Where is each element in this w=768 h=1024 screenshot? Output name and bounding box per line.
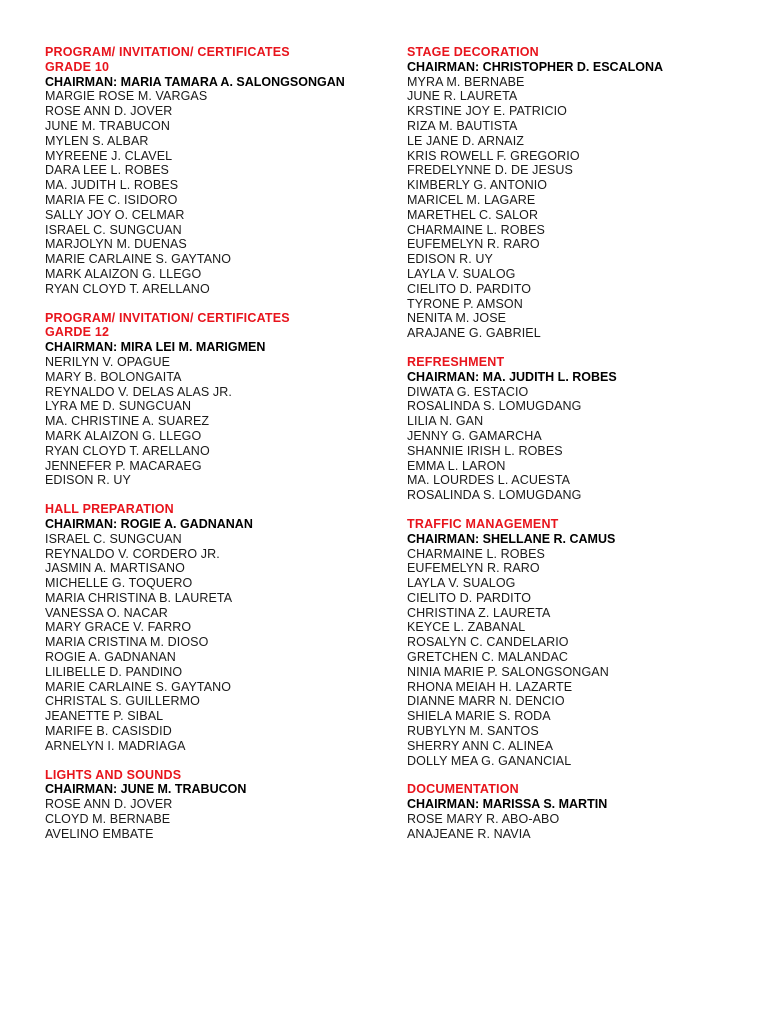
member-name: CLOYD M. BERNABE [45, 812, 171, 827]
committee-section-lights-and-sounds [45, 768, 375, 842]
member-name: MARIA CHRISTINA B. LAURETA [45, 590, 233, 605]
member-name: MA. JUDITH L. ROBES [45, 178, 179, 193]
member-name: JENNY G. GAMARCHA [407, 428, 542, 443]
member-name: SHERRY ANN C. ALINEA [407, 738, 554, 753]
member-name: ISRAEL C. SUNGCUAN [45, 531, 182, 546]
member-name: MARETHEL C. SALOR [407, 207, 539, 222]
member-name: KIMBERLY G. ANTONIO [407, 178, 548, 193]
committee-subheading: GRADE 10 [45, 59, 110, 74]
committee-chairman: CHAIRMAN: MA. JUDITH L. ROBES [407, 369, 617, 384]
member-name: LAYLA V. SUALOG [407, 266, 516, 281]
member-list [45, 532, 375, 754]
member-name: EUFEMELYN R. RARO [407, 561, 540, 576]
member-name: MARY B. BOLONGAITA [45, 369, 182, 384]
member-name: TYRONE P. AMSON [407, 296, 523, 311]
member-name: EDISON R. UY [407, 252, 493, 267]
member-name: EMMA L. LARON [407, 458, 506, 473]
member-name: EUFEMELYN R. RARO [407, 237, 540, 252]
member-name: JASMIN A. MARTISANO [45, 561, 185, 576]
committee-chairman: CHAIRMAN: CHRISTOPHER D. ESCALONA [407, 59, 664, 74]
committee-subheading: GARDE 12 [45, 325, 110, 340]
member-name: AVELINO EMBATE [45, 826, 154, 841]
member-name: CHRISTAL S. GUILLERMO [45, 694, 200, 709]
member-name: ROSALYN C. CANDELARIO [407, 635, 569, 650]
member-name: MARIA CRISTINA M. DIOSO [45, 635, 209, 650]
member-name: NERILYN V. OPAGUE [45, 354, 171, 369]
member-name: JENNEFER P. MACARAEG [45, 458, 202, 473]
member-name: RYAN CLOYD T. ARELLANO [45, 443, 210, 458]
committee-chairman: CHAIRMAN: MARIA TAMARA A. SALONGSONGAN [45, 74, 345, 89]
member-name: NENITA M. JOSE [407, 311, 507, 326]
committee-heading: LIGHTS AND SOUNDS [45, 767, 182, 782]
member-name: KRIS ROWELL F. GREGORIO [407, 148, 580, 163]
committee-section-refreshment [407, 355, 737, 503]
member-list [407, 547, 737, 769]
member-name: ROSE MARY R. ABO-ABO [407, 812, 560, 827]
member-name: GRETCHEN C. MALANDAC [407, 650, 569, 665]
committee-heading: REFRESHMENT [407, 354, 505, 369]
member-name: RHONA MEIAH H. LAZARTE [407, 679, 573, 694]
member-name: JEANETTE P. SIBAL [45, 709, 164, 724]
member-name: ARAJANE G. GABRIEL [407, 326, 541, 341]
member-name: RYAN CLOYD T. ARELLANO [45, 281, 210, 296]
member-name: RIZA M. BAUTISTA [407, 118, 518, 133]
member-name: MYREENE J. CLAVEL [45, 148, 173, 163]
member-name: MARY GRACE V. FARRO [45, 620, 192, 635]
member-name: MARK ALAIZON G. LLEGO [45, 428, 202, 443]
member-name: LAYLA V. SUALOG [407, 576, 516, 591]
member-list [407, 812, 737, 842]
member-name: ROGIE A. GADNANAN [45, 650, 176, 665]
member-name: SHANNIE IRISH L. ROBES [407, 443, 563, 458]
member-name: MYLEN S. ALBAR [45, 133, 149, 148]
member-name: REYNALDO V. CORDERO JR. [45, 546, 220, 561]
member-name: MARGIE ROSE M. VARGAS [45, 89, 208, 104]
member-name: KEYCE L. ZABANAL [407, 620, 526, 635]
member-name: ROSE ANN D. JOVER [45, 104, 173, 119]
committee-section-program-invitation-certificates [45, 311, 375, 489]
member-name: DIANNE MARR N. DENCIO [407, 694, 565, 709]
committee-heading: STAGE DECORATION [407, 45, 539, 59]
member-name: KRSTINE JOY E. PATRICIO [407, 104, 567, 119]
member-name: MARIFE B. CASISDID [45, 724, 172, 739]
member-name: ROSALINDA S. LOMUGDANG [407, 399, 582, 414]
committee-heading: PROGRAM/ INVITATION/ CERTIFICATES [45, 45, 290, 59]
committee-section-traffic-management [407, 517, 737, 769]
member-name: MYRA M. BERNABE [407, 74, 525, 89]
member-name: CHARMAINE L. ROBES [407, 546, 545, 561]
member-name: MARJOLYN M. DUENAS [45, 237, 187, 252]
member-name: DOLLY MEA G. GANANCIAL [407, 753, 572, 768]
member-name: MICHELLE G. TOQUERO [45, 576, 193, 591]
member-name: EDISON R. UY [45, 473, 131, 488]
member-name: CIELITO D. PARDITO [407, 590, 532, 605]
member-name: VANESSA O. NACAR [45, 605, 168, 620]
member-name: RUBYLYN M. SANTOS [407, 724, 539, 739]
member-name: LILIBELLE D. PANDINO [45, 664, 183, 679]
right-column [407, 45, 737, 856]
member-name: MARIE CARLAINE S. GAYTANO [45, 252, 232, 267]
member-name: ROSE ANN D. JOVER [45, 797, 173, 812]
member-name: ROSALINDA S. LOMUGDANG [407, 488, 582, 503]
member-name: CIELITO D. PARDITO [407, 281, 532, 296]
member-name: ANAJEANE R. NAVIA [407, 826, 531, 841]
member-name: MARIE CARLAINE S. GAYTANO [45, 679, 232, 694]
member-name: ARNELYN I. MADRIAGA [45, 738, 186, 753]
committee-section-documentation [407, 782, 737, 841]
member-name: MA. CHRISTINE A. SUAREZ [45, 414, 210, 429]
member-name: NINIA MARIE P. SALONGSONGAN [407, 664, 609, 679]
member-name: SALLY JOY O. CELMAR [45, 207, 185, 222]
member-name: LE JANE D. ARNAIZ [407, 133, 525, 148]
committee-heading: HALL PREPARATION [45, 502, 174, 517]
committee-chairman: CHAIRMAN: ROGIE A. GADNANAN [45, 516, 253, 531]
committee-heading: DOCUMENTATION [407, 782, 519, 797]
committee-section-stage-decoration [407, 45, 737, 341]
member-name: JUNE R. LAURETA [407, 89, 518, 104]
committee-section-hall-preparation [45, 502, 375, 754]
member-name: JUNE M. TRABUCON [45, 118, 170, 133]
member-name: ISRAEL C. SUNGCUAN [45, 222, 182, 237]
member-list [407, 75, 737, 341]
committee-chairman: CHAIRMAN: MARISSA S. MARTIN [407, 797, 608, 812]
member-name: SHIELA MARIE S. RODA [407, 709, 551, 724]
member-list [45, 355, 375, 488]
committee-section-program-invitation-certificates [45, 45, 375, 297]
member-name: REYNALDO V. DELAS ALAS JR. [45, 384, 232, 399]
member-name: DIWATA G. ESTACIO [407, 384, 529, 399]
member-name: MARICEL M. LAGARE [407, 192, 536, 207]
committee-chairman: CHAIRMAN: JUNE M. TRABUCON [45, 782, 247, 797]
member-name: LYRA ME D. SUNGCUAN [45, 399, 192, 414]
committee-chairman: CHAIRMAN: SHELLANE R. CAMUS [407, 531, 616, 546]
member-name: MARIA FE C. ISIDORO [45, 192, 178, 207]
member-name: CHARMAINE L. ROBES [407, 222, 545, 237]
committee-heading: TRAFFIC MANAGEMENT [407, 516, 559, 531]
member-name: CHRISTINA Z. LAURETA [407, 605, 551, 620]
member-name: FREDELYNNE D. DE JESUS [407, 163, 573, 178]
member-name: MARK ALAIZON G. LLEGO [45, 266, 202, 281]
committee-chairman: CHAIRMAN: MIRA LEI M. MARIGMEN [45, 340, 266, 355]
member-list [45, 797, 375, 841]
member-list [407, 385, 737, 503]
member-name: DARA LEE L. ROBES [45, 163, 169, 178]
member-name: LILIA N. GAN [407, 414, 484, 429]
committee-heading: PROGRAM/ INVITATION/ CERTIFICATES [45, 310, 290, 325]
member-name: MA. LOURDES L. ACUESTA [407, 473, 571, 488]
left-column [45, 45, 375, 856]
member-list [45, 89, 375, 296]
